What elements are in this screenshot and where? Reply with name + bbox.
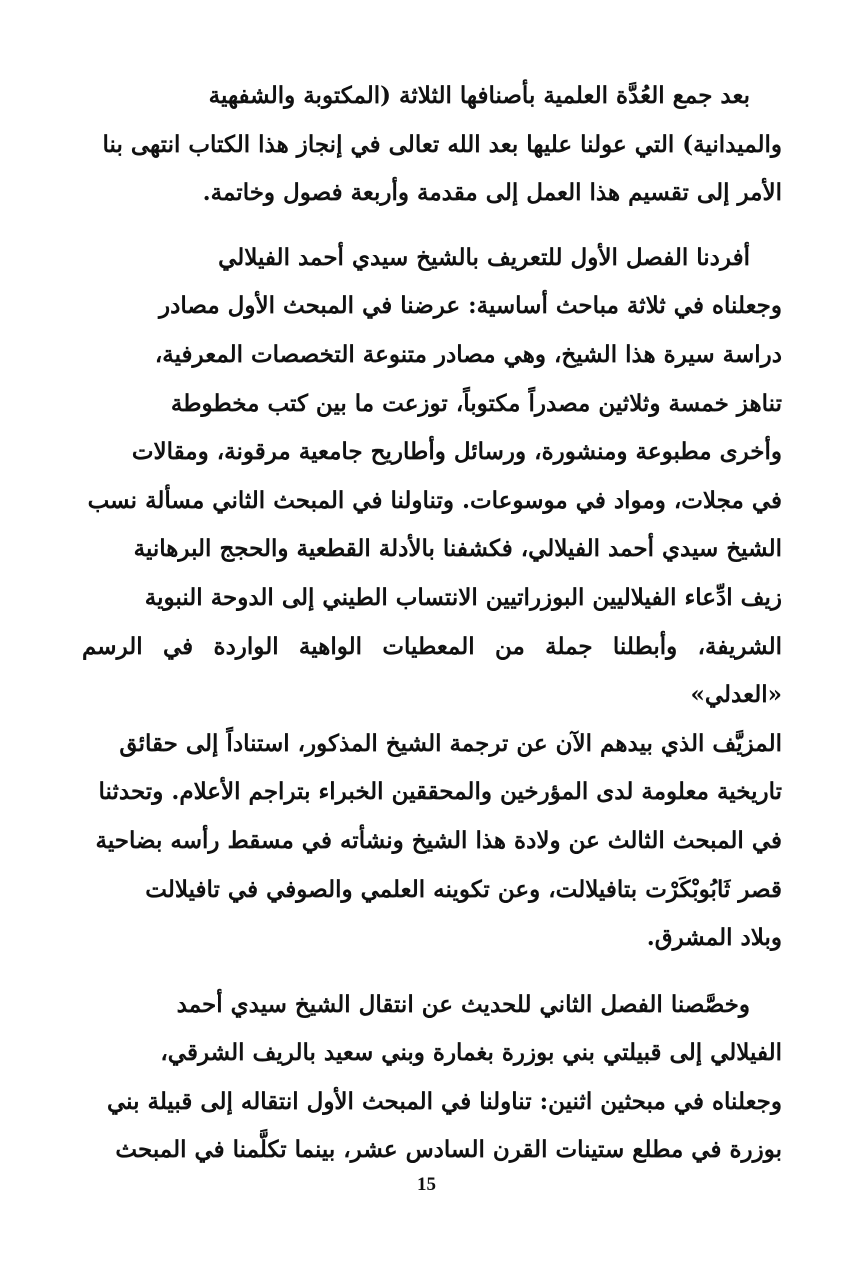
paragraph-2: أفردنا الفصل الأول للتعريف بالشيخ سيدي أحمد الفيلالي وجعلناه في ثلاثة مباحث أساسية: عرضنا في المبحث الأول مصادر دراسة سيرة هذا الشيخ، وهي مصادر متنوعة التخصصات المعرفية، تناهز خمسة وثلاثين مصدراً مكتوباً، توزعت ما بين كتب مخطوطة وأخرى مطبوعة ومنشورة، ورسائل وأطاريح جامعية مرقونة، ومقالات في مجلات، ومواد في موسوعات. وتناولنا في المبحث الثاني مسألة نسب الشيخ سيدي أحمد الفيلالي، فكشفنا بالأدلة القطعية والحجج البرهانية زيف ادِّعاء الفيلاليين البوزراتيين الانتساب الطيني إلى الدوحة النبوية الشريفة، وأبطلنا جملة من المعطيات الواهية الواردة في الرسم «العدلي» المزيَّف الذي بيدهم الآن عن ترجمة الشيخ المذكور، استناداً إلى حقائق تاريخية معلومة لدى المؤرخين والمحققين الخبراء بتراجم الأعلام. وتحدثنا في المبحث الثالث عن ولادة هذا الشيخ ونشأته في مسقط رأسه بضاحية قصر ثَابُوبْكَرْت بتافيلالت، وعن تكوينه العلمي والصوفي في تافيلالت وبلاد المشرق. (82, 243, 782, 952)
paragraph-1: بعد جمع العُدَّة العلمية بأصنافها الثلاثة (المكتوبة والشفهية والميدانية) التي عولنا عليها بعد الله تعالى في إنجاز هذا الكتاب انتهى بنا الأمر إلى تقسيم هذا العمل إلى مقدمة وأربعة فصول وخاتمة. (102, 82, 782, 207)
page-body (82, 72, 782, 1172)
page-number: 15 (417, 1174, 436, 1195)
paragraph-3: وخصَّصنا الفصل الثاني للحديث عن انتقال الشيخ سيدي أحمد الفيلالي إلى قبيلتي بني بوزرة بغمارة وبني سعيد بالريف الشرقي، وجعلناه في مبحثين اثنين: تناولنا في المبحث الأول انتقاله إلى قبيلة بني بوزرة في مطلع ستينات القرن السادس عشر، بينما تكلَّمنا في المبحث (106, 990, 782, 1164)
